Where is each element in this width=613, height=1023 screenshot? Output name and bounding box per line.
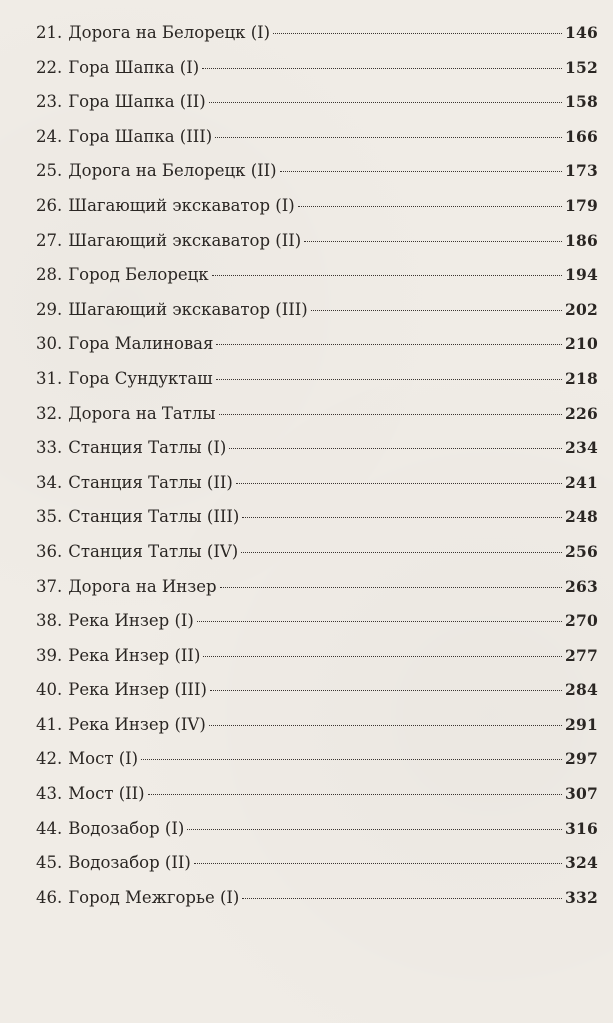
dot-leader: [236, 483, 562, 484]
entry-page-number: 202: [565, 299, 598, 319]
toc-entry: [36, 812, 598, 847]
entry-number: 26.: [36, 195, 63, 215]
entry-title: Река Инзер (II): [68, 645, 201, 665]
entry-page-number: 210: [565, 334, 598, 354]
entry-title: Город Межгорье (I): [68, 887, 240, 907]
toc-entry: [36, 397, 598, 432]
entry-title: Станция Татлы (II): [68, 472, 233, 492]
dot-leader: [298, 206, 562, 207]
toc-entry: [36, 673, 598, 708]
dot-leader: [187, 829, 562, 830]
toc-entry: [36, 742, 598, 777]
entry-page-number: 270: [565, 611, 598, 631]
toc-entry: [36, 881, 598, 916]
entry-page-number: 158: [565, 92, 598, 112]
entry-number: 38.: [36, 611, 63, 631]
entry-title: Дорога на Белорецк (I): [68, 23, 271, 42]
entry-number: 42.: [36, 749, 63, 769]
entry-number: 31.: [36, 368, 63, 388]
entry-number: 40.: [36, 680, 63, 700]
entry-title: Гора Шапка (III): [68, 126, 213, 146]
dot-leader: [304, 241, 562, 242]
entry-number: 33.: [36, 438, 63, 458]
entry-page-number: 194: [565, 265, 598, 285]
dot-leader: [229, 448, 562, 449]
entry-page-number: 179: [565, 195, 598, 215]
dot-leader: [209, 725, 562, 726]
toc-entry: [36, 51, 598, 86]
toc-entry: [36, 535, 598, 570]
toc-entry: [36, 293, 598, 328]
entry-page-number: 256: [565, 541, 598, 561]
entry-number: 34.: [36, 472, 63, 492]
entry-title: Город Белорецк: [68, 265, 209, 285]
entry-page-number: 173: [565, 161, 598, 181]
entry-title: Гора Малиновая: [68, 334, 214, 354]
dot-leader: [241, 552, 562, 553]
entry-page-number: 241: [565, 472, 598, 492]
toc-entry: [36, 846, 598, 881]
toc-entry: [36, 85, 598, 120]
entry-number: 39.: [36, 645, 63, 665]
entry-page-number: 234: [565, 438, 598, 458]
dot-leader: [219, 414, 563, 415]
dot-leader: [242, 517, 562, 518]
entry-page-number: 248: [565, 507, 598, 527]
entry-page-number: 186: [565, 230, 598, 250]
toc-entry: [36, 120, 598, 155]
dot-leader: [194, 863, 562, 864]
dot-leader: [210, 690, 562, 691]
entry-page-number: 332: [565, 887, 598, 907]
entry-number: 24.: [36, 126, 63, 146]
entry-title: Дорога на Белорецк (II): [68, 161, 277, 181]
entry-title: Дорога на Татлы: [68, 403, 216, 423]
toc-entry: [36, 16, 598, 51]
dot-leader: [197, 621, 562, 622]
entry-number: 45.: [36, 853, 63, 873]
table-of-contents: [36, 16, 598, 915]
entry-page-number: 263: [565, 576, 598, 596]
entry-title: Мост (I): [68, 749, 139, 769]
entry-page-number: 284: [565, 680, 598, 700]
entry-number: 32.: [36, 403, 63, 423]
entry-page-number: 218: [565, 368, 598, 388]
dot-leader: [242, 898, 562, 899]
toc-entry: [36, 708, 598, 743]
entry-title: Река Инзер (I): [68, 611, 194, 631]
entry-number: 37.: [36, 576, 63, 596]
entry-title: Мост (II): [68, 784, 145, 804]
entry-title: Станция Татлы (III): [68, 507, 240, 527]
entry-page-number: 307: [565, 784, 598, 804]
entry-title: Станция Татлы (IV): [68, 541, 239, 561]
entry-title: Водозабор (I): [68, 818, 185, 838]
toc-entry: [36, 466, 598, 501]
entry-number: 21.: [36, 23, 63, 42]
toc-entry: [36, 327, 598, 362]
entry-title: Река Инзер (III): [68, 680, 207, 700]
entry-title: Шагающий экскаватор (III): [68, 299, 308, 319]
toc-entry: [36, 500, 598, 535]
entry-number: 25.: [36, 161, 63, 181]
dot-leader: [202, 68, 562, 69]
entry-number: 36.: [36, 541, 63, 561]
entry-number: 35.: [36, 507, 63, 527]
dot-leader: [215, 137, 562, 138]
toc-entry: [36, 777, 598, 812]
toc-entry: [36, 258, 598, 293]
dot-leader: [311, 310, 562, 311]
entry-title: Станция Татлы (I): [68, 438, 227, 458]
dot-leader: [216, 379, 562, 380]
entry-page-number: 297: [565, 749, 598, 769]
entry-number: 22.: [36, 57, 63, 77]
entry-number: 28.: [36, 265, 63, 285]
toc-entry: [36, 639, 598, 674]
toc-entry: [36, 431, 598, 466]
entry-title: Река Инзер (IV): [68, 714, 206, 734]
entry-page-number: 146: [565, 23, 598, 42]
entry-title: Водозабор (II): [68, 853, 191, 873]
entry-title: Гора Сундукташ: [68, 368, 213, 388]
entry-number: 44.: [36, 818, 63, 838]
entry-number: 27.: [36, 230, 63, 250]
toc-entry: [36, 604, 598, 639]
entry-title: Шагающий экскаватор (I): [68, 195, 295, 215]
dot-leader: [141, 759, 562, 760]
entry-page-number: 152: [565, 57, 598, 77]
entry-title: Гора Шапка (II): [68, 92, 206, 112]
entry-number: 41.: [36, 714, 63, 734]
dot-leader: [216, 344, 562, 345]
entry-title: Дорога на Инзер: [68, 576, 217, 596]
entry-page-number: 277: [565, 645, 598, 665]
entry-title: Гора Шапка (I): [68, 57, 200, 77]
toc-entry: [36, 154, 598, 189]
dot-leader: [203, 656, 562, 657]
dot-leader: [148, 794, 562, 795]
entry-page-number: 316: [565, 818, 598, 838]
dot-leader: [212, 275, 562, 276]
entry-number: 29.: [36, 299, 63, 319]
entry-number: 23.: [36, 92, 63, 112]
toc-entry: [36, 570, 598, 605]
dot-leader: [273, 33, 562, 34]
toc-entry: [36, 362, 598, 397]
entry-page-number: 226: [565, 403, 598, 423]
entry-number: 30.: [36, 334, 63, 354]
entry-title: Шагающий экскаватор (II): [68, 230, 302, 250]
entry-number: 43.: [36, 784, 63, 804]
dot-leader: [280, 171, 562, 172]
entry-number: 46.: [36, 887, 63, 907]
entry-page-number: 324: [565, 853, 598, 873]
dot-leader: [209, 102, 562, 103]
dot-leader: [220, 587, 562, 588]
toc-entry: [36, 224, 598, 259]
toc-entry: [36, 189, 598, 224]
entry-page-number: 291: [565, 714, 598, 734]
entry-page-number: 166: [565, 126, 598, 146]
